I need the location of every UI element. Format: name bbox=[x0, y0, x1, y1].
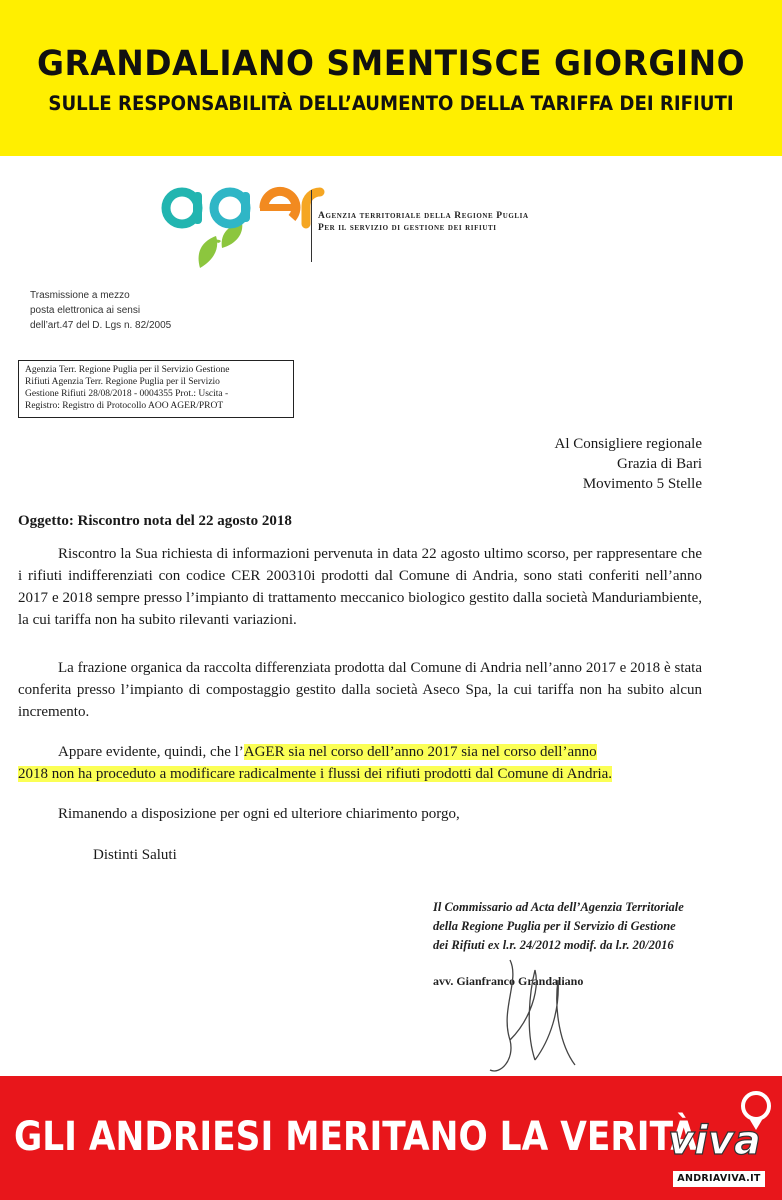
headline-title: GRANDALIANO SMENTISCE GIORGINO bbox=[36, 44, 746, 84]
transmission-line-1: Trasmissione a mezzo bbox=[30, 290, 130, 301]
transmission-line-3: dell’art.47 del D. Lgs n. 82/2005 bbox=[30, 320, 172, 331]
logo-divider bbox=[311, 190, 312, 262]
paragraph-2-text: La frazione organica da raccolta differenziata prodotta dal Comune di Andria nell’anno 2017 e 2018 è stata conferita presso l’impianto di compostaggio gestito dalla società Aseco Spa, la cui tariffa non ha subito alcun incremento. bbox=[18, 660, 702, 720]
protocol-stamp bbox=[18, 360, 294, 418]
transmission-note bbox=[30, 288, 171, 333]
closing-sentence: Rimanendo a disposizione per ogni ed ulteriore chiarimento porgo, bbox=[58, 806, 460, 822]
salutation: Distinti Saluti bbox=[93, 847, 177, 863]
signature-title-line-2: della Regione Puglia per il Servizio di Gestione bbox=[433, 919, 676, 933]
viva-brand-text: viva bbox=[668, 1118, 761, 1162]
protocol-line-3: Gestione Rifiuti 28/08/2018 - 0004355 Prot.: Uscita - bbox=[25, 389, 229, 399]
agency-line-2: Per il servizio di gestione dei rifiuti bbox=[318, 223, 497, 233]
viva-brand-logo bbox=[666, 1086, 774, 1162]
signer-name: avv. Gianfranco Grandaliano bbox=[433, 974, 584, 988]
agency-line-1: Agenzia territoriale della Regione Puglia bbox=[318, 211, 529, 221]
body-paragraph-1 bbox=[18, 543, 702, 631]
headline-subtitle: SULLE RESPONSABILITÀ DELL’AUMENTO DELLA TARIFFA DEI RIFIUTI bbox=[48, 92, 734, 115]
highlighted-text-1: AGER sia nel corso dell’anno 2017 sia nel corso dell’anno bbox=[243, 744, 597, 760]
protocol-line-4: Registro: Registro di Protocollo AOO AGER/PROT bbox=[25, 401, 224, 411]
paragraph-3-text: Appare evidente, quindi, che l’ bbox=[58, 744, 244, 760]
signature-title bbox=[433, 898, 684, 955]
protocol-line-1: Agenzia Terr. Regione Puglia per il Servizio Gestione bbox=[25, 365, 230, 375]
recipient-line-1: Al Consigliere regionale bbox=[554, 436, 702, 452]
signature-title-line-1: Il Commissario ad Acta dell’Agenzia Territoriale bbox=[433, 900, 684, 914]
paragraph-1-text: Riscontro la Sua richiesta di informazioni pervenuta in data 22 agosto ultimo scorso, per rappresentare che i rifiuti indifferenziati con codice CER 200310i prodotti dal Comune di Andria, sono stati conferiti nell’anno 2017 e 2018 sempre presso l’impianto di trattamento meccanico biologico gestito dalla società Manduriambiente, la cui tariffa non ha subito rilevanti variazioni. bbox=[18, 546, 702, 628]
highlighted-text-2: 2018 non ha proceduto a modificare radicalmente i flussi dei rifiuti prodotti dal Comune di Andria. bbox=[18, 766, 613, 782]
handwritten-signature bbox=[480, 950, 600, 1080]
protocol-line-2: Rifiuti Agenzia Terr. Regione Puglia per il Servizio bbox=[25, 377, 220, 387]
headline-banner bbox=[0, 0, 782, 156]
recipient-line-2: Grazia di Bari bbox=[617, 456, 702, 472]
site-domain: ANDRIAVIVA.IT bbox=[673, 1171, 765, 1187]
body-paragraph-3 bbox=[18, 741, 702, 785]
transmission-line-2: posta elettronica ai sensi bbox=[30, 305, 141, 316]
body-paragraph-2 bbox=[18, 657, 702, 723]
footer-banner bbox=[0, 1076, 782, 1200]
recipient-address bbox=[555, 434, 702, 494]
letter-subject: Oggetto: Riscontro nota del 22 agosto 2018 bbox=[18, 513, 292, 529]
signature-title-line-3: dei Rifiuti ex l.r. 24/2012 modif. da l.r. 20/2016 bbox=[433, 938, 674, 952]
recipient-line-3: Movimento 5 Stelle bbox=[582, 476, 702, 492]
footer-banner-text: GLI ANDRIESI MERITANO LA VERITÀ bbox=[14, 1114, 698, 1160]
agency-name bbox=[318, 210, 529, 234]
